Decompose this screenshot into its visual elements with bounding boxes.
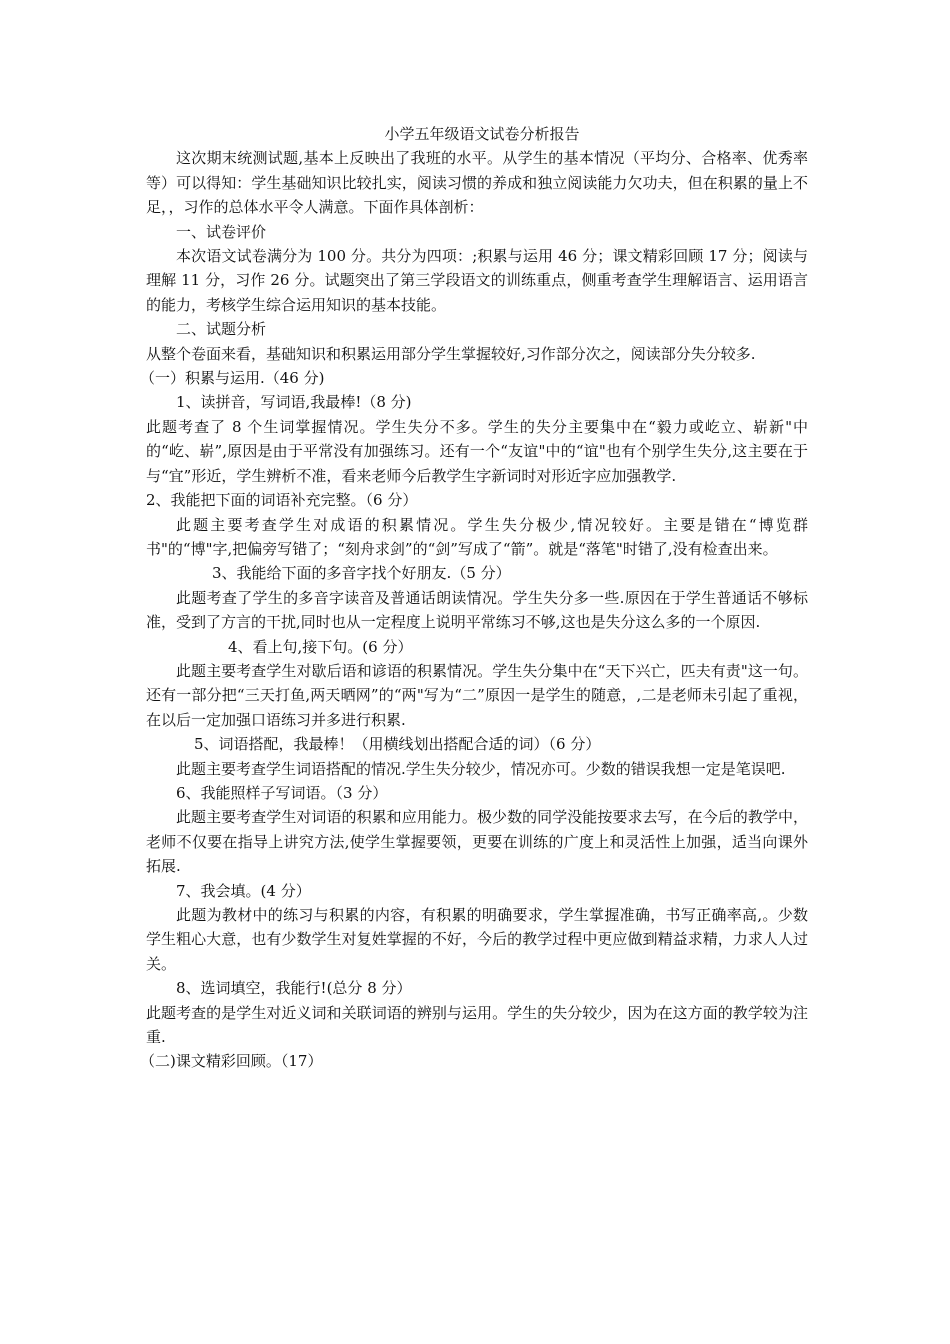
item-heading-4: 4、看上句,接下句。(6 分） xyxy=(228,637,413,656)
item-heading-8: 8、选词填空，我能行!(总分 8 分） xyxy=(176,979,412,998)
item-analysis-6: 此题主要考查学生对词语的积累和应用能力。极少数的同学没能按要求去写，在今后的教学中，老师不仅要在指导上讲究方法,使学生掌握要领，更要在训练的广度上和灵活性上加强，适当向课外拓展. xyxy=(146,808,808,876)
item-analysis-5: 此题主要考查学生词语搭配的情况.学生失分较少，情况亦可。少数的错误我想一定是笔误吧. xyxy=(176,759,786,778)
document-body xyxy=(140,122,808,1074)
item-heading-7: 7、我会填。(4 分） xyxy=(176,881,311,900)
paragraph-intro: 这次期末统测试题,基本上反映出了我班的水平。从学生的基本情况（平均分、合格率、优秀率等）可以得知：学生基础知识比较扎实，阅读习惯的养成和独立阅读能力欠功夫，但在积累的量上不足，，习作的总体水平令人满意。下面作具体剖析： xyxy=(146,149,808,217)
item-heading-6: 6、我能照样子写词语。（3 分） xyxy=(176,783,388,802)
item-heading-2: 2、我能把下面的词语补充完整。（6 分） xyxy=(146,491,418,510)
document-title: 小学五年级语文试卷分析报告 xyxy=(384,125,580,143)
item-analysis-7: 此题为教材中的练习与积累的内容，有积累的明确要求，学生掌握准确，书写正确率高,。少数学生粗心大意，也有少数学生对复姓掌握的不好，今后的教学过程中更应做到精益求精，力求人人过关。 xyxy=(146,906,808,973)
paragraph-evaluation: 本次语文试卷满分为 100 分。共分为四项：;积累与运用 46 分；课文精彩回顾 17 分；阅读与理解 11 分，习作 26 分。试题突出了第三学段语文的训练重点，侧重考查学生理解语言、运用语言的能力，考核学生综合运用知识的基本技能。 xyxy=(146,247,808,314)
item-analysis-1: 此题考查了 8 个生词掌握情况。学生失分不多。学生的失分主要集中在“毅力或屹立、崭新"中的“屹、崭”,原因是由于平常没有加强练习。还有一个“友谊"中的“谊"也有个别学生失分,这主要在于与“宜”形近，学生辨析不准，看来老师今后教学生字新词时对形近字应加强教学. xyxy=(146,417,808,485)
item-analysis-2: 此题主要考查学生对成语的积累情况。学生失分极少,情况较好。主要是错在“博览群书"的“博"字,把偏旁写错了；“刻舟求剑”的“剑”写成了“箭”。就是“落笔"时错了,没有检查出来。 xyxy=(146,515,808,558)
heading-section-1: 一、试卷评价 xyxy=(176,222,267,241)
paragraph-overview: 从整个卷面来看，基础知识和积累运用部分学生掌握较好,习作部分次之，阅读部分失分较多. xyxy=(146,344,756,363)
item-heading-1: 1、读拼音，写词语,我最棒!（8 分) xyxy=(176,393,412,412)
heading-section-2: 二、试题分析 xyxy=(176,320,267,339)
heading-subsection-1: （一）积累与运用.（46 分) xyxy=(140,369,325,388)
item-heading-3: 3、我能给下面的多音字找个好朋友.（5 分） xyxy=(212,564,511,583)
item-analysis-3: 此题考查了学生的多音字读音及普通话朗读情况。学生失分多一些.原因在于学生普通话不够标准，受到了方言的干扰,同时也从一定程度上说明平常练习不够,这也是失分这么多的一个原因. xyxy=(146,588,808,632)
item-analysis-8: 此题考查的是学生对近义词和关联词语的辨别与运用。学生的失分较少，因为在这方面的教学较为注重. xyxy=(146,1003,808,1047)
heading-subsection-2: （二)课文精彩回顾。（17） xyxy=(140,1052,323,1071)
item-analysis-4: 此题主要考查学生对歇后语和谚语的积累情况。学生失分集中在“天下兴亡，匹夫有责"这一句。还有一部分把“三天打鱼,两天晒网”的“两"写为“二”原因一是学生的随意，,二是老师未引起了重视，在以后一定加强口语练习并多进行积累. xyxy=(146,661,808,729)
item-heading-5: 5、词语搭配，我最棒！（用横线划出搭配合适的词）（6 分） xyxy=(194,735,601,754)
